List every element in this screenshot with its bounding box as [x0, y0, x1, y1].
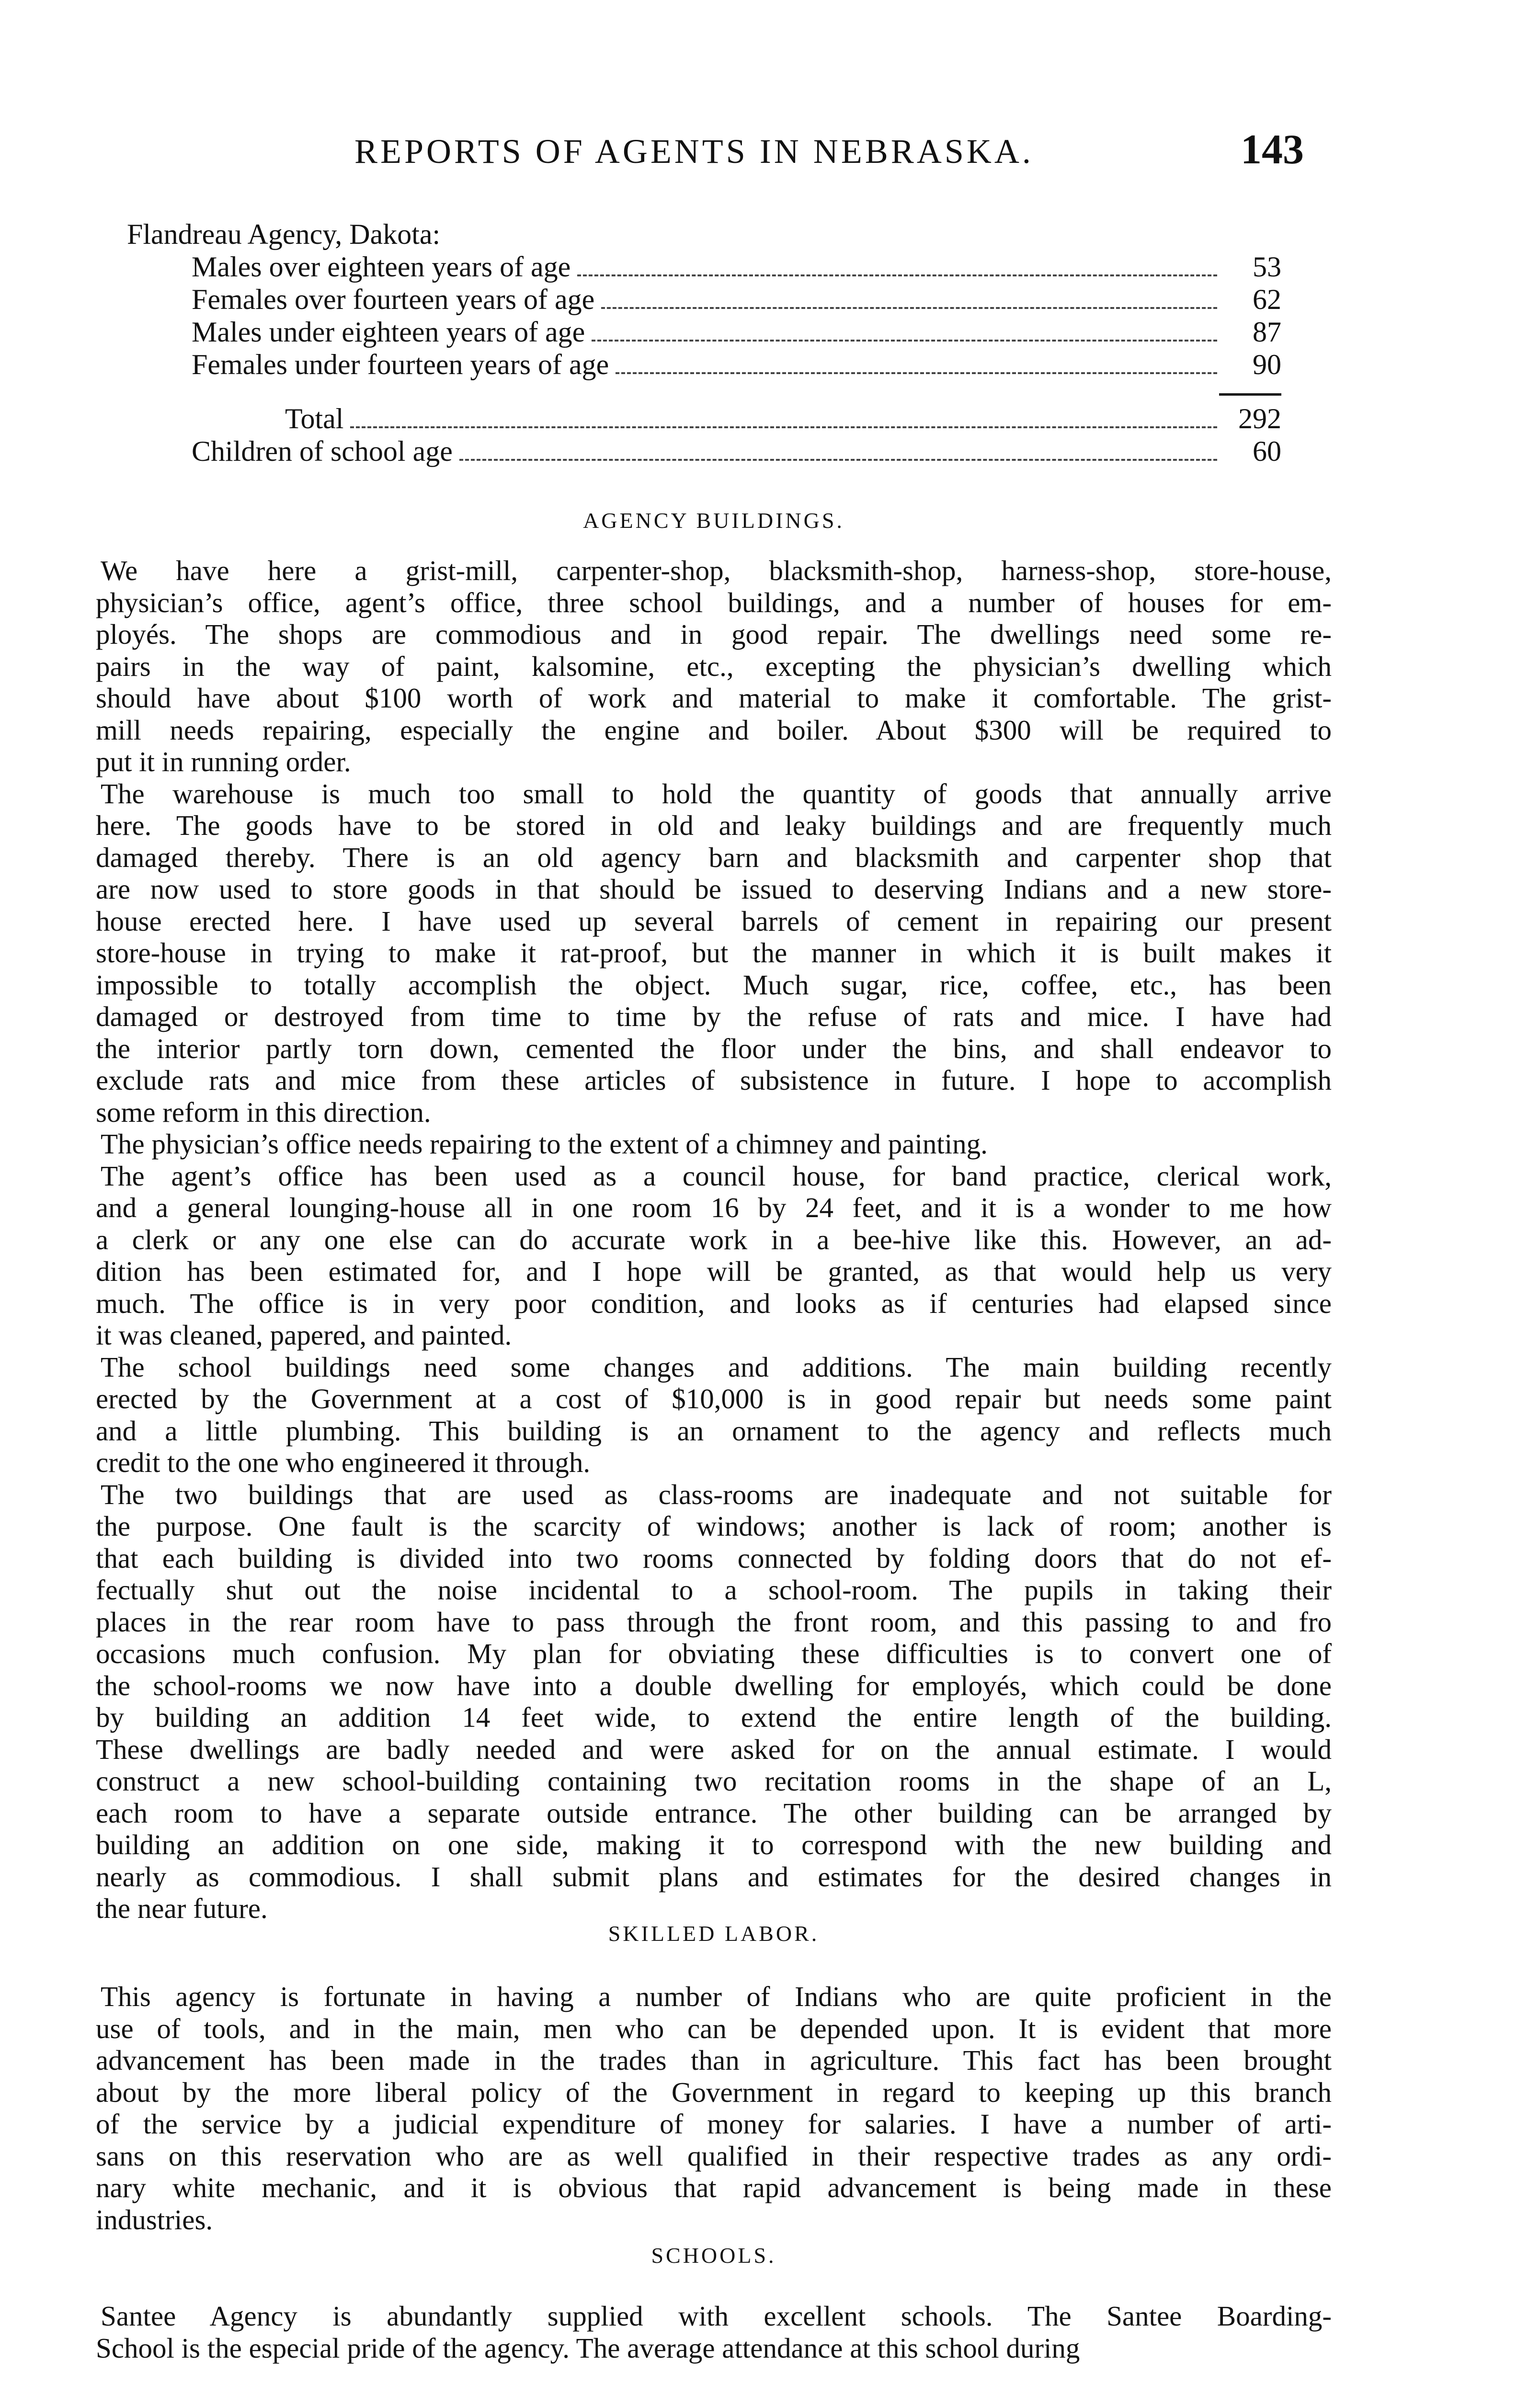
section-body-skilled-labor [96, 1981, 1332, 2235]
census-row-label: Males under eighteen years of age [192, 316, 585, 348]
census-table [127, 218, 1281, 468]
text-line: We have here a grist-mill, carpenter-shop, blacksmith-shop, harness-shop, store-house, [101, 555, 1332, 586]
leader-dots [616, 372, 1217, 374]
text-line: pairs in the way of paint, kalsomine, etc., excepting the physician’s dwelling which [96, 650, 1332, 682]
text-line: about by the more liberal policy of the Government in regard to keeping up this branch [96, 2076, 1332, 2108]
census-children-value: 60 [1253, 435, 1281, 467]
text-line: a clerk or any one else can do accurate work in a bee-hive like this. However, an ad- [96, 1223, 1332, 1255]
text-line: This agency is fortunate in having a number of Indians who are quite proficient in the [101, 1981, 1332, 2012]
paragraph [96, 1351, 1332, 1479]
census-row-value: 62 [1253, 284, 1281, 315]
census-total-value: 292 [1238, 403, 1281, 434]
leader-dots [592, 340, 1217, 342]
text-line: some reform in this direction. [96, 1096, 431, 1128]
text-line: dition has been estimated for, and I hope will be granted, as that would help us very [96, 1255, 1332, 1287]
paragraph [96, 1128, 1332, 1160]
text-line: and a little plumbing. This building is an ornament to the agency and reflects much [96, 1414, 1332, 1447]
running-head: REPORTS OF AGENTS IN NEBRASKA. [354, 132, 1034, 171]
text-line: the near future. [96, 1893, 268, 1924]
census-total-label: Total [285, 403, 344, 434]
paragraph [96, 555, 1332, 778]
text-line: by building an addition 14 feet wide, to extend the entire length of the building. [96, 1701, 1332, 1733]
text-line: exclude rats and mice from these articles of subsistence in future. I hope to accomplish [96, 1064, 1332, 1096]
text-line: construct a new school-building containing two recitation rooms in the shape of an L, [96, 1765, 1332, 1797]
text-line: industries. [96, 2203, 213, 2235]
text-line: should have about $100 worth of work and material to make it comfortable. The grist- [96, 682, 1332, 714]
page-number: 143 [1241, 126, 1304, 173]
text-line: School is the especial pride of the agency. The average attendance at this school during [96, 2332, 1080, 2364]
text-line: physician’s office, agent’s office, three school buildings, and a number of houses for em- [96, 586, 1332, 618]
text-line: the purpose. One fault is the scarcity of windows; another is lack of room; another is [96, 1510, 1332, 1542]
leader-dots [350, 426, 1217, 428]
text-line: The school buildings need some changes and additions. The main building recently [101, 1351, 1332, 1383]
paragraph [96, 2300, 1332, 2364]
text-line: The warehouse is much too small to hold the quantity of goods that annually arrive [101, 777, 1332, 810]
text-line: put it in running order. [96, 746, 351, 777]
leader-dots [577, 274, 1217, 276]
text-line: store-house in trying to make it rat-proof, but the manner in which it is built makes it [96, 937, 1332, 969]
section-title-agency-buildings: AGENCY BUILDINGS. [583, 508, 844, 533]
census-heading: Flandreau Agency, Dakota: [127, 218, 441, 250]
text-line: Santee Agency is abundantly supplied with excellent schools. The Santee Boarding- [101, 2300, 1332, 2332]
census-total-row [127, 402, 1281, 435]
census-row-label: Males over eighteen years of age [192, 251, 571, 283]
text-line: each room to have a separate outside entrance. The other building can be arranged by [96, 1797, 1332, 1829]
text-line: These dwellings are badly needed and were asked for on the annual estimate. I would [96, 1733, 1332, 1765]
text-line: The agent’s office has been used as a council house, for band practice, clerical work, [101, 1160, 1332, 1192]
text-line: erected by the Government at a cost of $10,000 is in good repair but needs some paint [96, 1383, 1332, 1414]
text-line: damaged or destroyed from time to time by the refuse of rats and mice. I have had [96, 1001, 1332, 1032]
text-line: sans on this reservation who are as well qualified in their respective trades as any ordi- [96, 2140, 1332, 2172]
section-body-agency-buildings [96, 555, 1332, 1925]
text-line: places in the rear room have to pass through the front room, and this passing to and fro [96, 1606, 1332, 1638]
text-line: the interior partly torn down, cemented the floor under the bins, and shall endeavor to [96, 1032, 1332, 1064]
census-row [127, 251, 1281, 283]
census-row-value: 53 [1253, 251, 1281, 283]
paragraph [96, 1160, 1332, 1351]
census-row [127, 316, 1281, 348]
text-line: are now used to store goods in that should be issued to deserving Indians and a new store- [96, 873, 1332, 905]
paragraph [96, 1981, 1332, 2235]
census-children-label: Children of school age [192, 435, 453, 467]
text-line: house erected here. I have used up several barrels of cement in repairing our present [96, 905, 1332, 937]
text-line: occasions much confusion. My plan for obviating these difficulties is to convert one of [96, 1638, 1332, 1669]
text-line: impossible to totally accomplish the object. Much sugar, rice, coffee, etc., has been [96, 969, 1332, 1001]
section-body-schools [96, 2300, 1332, 2364]
text-line: nary white mechanic, and it is obvious that rapid advancement is being made in these [96, 2172, 1332, 2203]
census-row-label: Females under fourteen years of age [192, 349, 609, 380]
text-line: it was cleaned, papered, and painted. [96, 1319, 512, 1351]
paragraph [96, 778, 1332, 1129]
text-line: mill needs repairing, especially the engine and boiler. About $300 will be required to [96, 714, 1332, 746]
section-title-schools: SCHOOLS. [651, 2243, 776, 2268]
text-line: the school-rooms we now have into a double dwelling for employés, which could be done [96, 1669, 1332, 1701]
text-line: damaged thereby. There is an old agency barn and blacksmith and carpenter shop that [96, 841, 1332, 873]
census-row-value: 90 [1253, 349, 1281, 380]
text-line: The two buildings that are used as class-rooms are inadequate and not suitable for [101, 1478, 1332, 1510]
text-line: fectually shut out the noise incidental to a school-room. The pupils in taking their [96, 1574, 1332, 1606]
text-line: credit to the one who engineered it through. [96, 1447, 591, 1478]
text-line: nearly as commodious. I shall submit plans and estimates for the desired changes in [96, 1860, 1332, 1893]
paragraph [96, 1479, 1332, 1925]
census-children-row [127, 435, 1281, 468]
text-line: and a general lounging-house all in one room 16 by 24 feet, and it is a wonder to me how [96, 1192, 1332, 1223]
text-line: advancement has been made in the trades than in agriculture. This fact has been brought [96, 2044, 1332, 2076]
census-row [127, 348, 1281, 381]
leader-dots [459, 459, 1217, 461]
text-line: use of tools, and in the main, men who can be depended upon. It is evident that more [96, 2012, 1332, 2044]
total-rule [1219, 393, 1281, 396]
text-line: much. The office is in very poor condition, and looks as if centuries had elapsed since [96, 1287, 1332, 1319]
leader-dots [601, 307, 1217, 309]
section-title-skilled-labor: SKILLED LABOR. [608, 1921, 820, 1946]
census-row [127, 283, 1281, 316]
census-row-value: 87 [1253, 316, 1281, 348]
census-row-label: Females over fourteen years of age [192, 284, 595, 315]
text-line: here. The goods have to be stored in old and leaky buildings and are frequently much [96, 810, 1332, 841]
text-line: ployés. The shops are commodious and in good repair. The dwellings need some re- [96, 618, 1332, 650]
text-line: of the service by a judicial expenditure of money for salaries. I have a number of arti- [96, 2108, 1332, 2140]
text-line: that each building is divided into two rooms connected by folding doors that do not ef- [96, 1542, 1332, 1574]
text-line: building an addition on one side, making it to correspond with the new building and [96, 1829, 1332, 1860]
text-line: The physician’s office needs repairing to the extent of a chimney and painting. [101, 1128, 988, 1160]
